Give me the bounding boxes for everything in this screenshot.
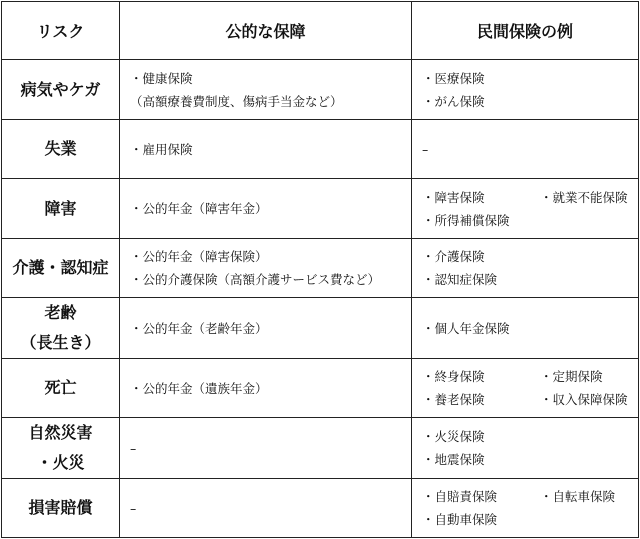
risk-cell bbox=[2, 239, 120, 298]
public-coverage-item: ・公的年金（老齢年金） bbox=[130, 320, 268, 336]
public-coverage-item: ・公的年金（遺族年金） bbox=[130, 380, 268, 396]
table-row bbox=[2, 179, 639, 239]
risk-cell bbox=[2, 179, 120, 239]
table-row bbox=[2, 479, 639, 538]
private-insurance-item: ・介護保険 bbox=[422, 249, 485, 264]
risk-label: （長生き） bbox=[20, 333, 101, 352]
private-insurance-cell bbox=[412, 60, 639, 120]
public-coverage-item: ・健康保険 bbox=[130, 70, 193, 86]
public-coverage-cell bbox=[120, 120, 412, 179]
risk-cell bbox=[2, 60, 120, 120]
private-insurance-item: ・所得補償保険 bbox=[422, 212, 510, 228]
risk-cell bbox=[2, 418, 120, 479]
table-row bbox=[2, 239, 639, 298]
private-insurance-item: ・定期保険 bbox=[540, 369, 603, 384]
header-private: 民間保険の例 bbox=[412, 2, 639, 60]
private-insurance-item: ・自動車保険 bbox=[422, 512, 498, 527]
risk-label: 死亡 bbox=[44, 378, 77, 397]
private-insurance-item: ・養老保険 bbox=[422, 392, 485, 407]
header-risk: リスク bbox=[2, 2, 120, 60]
private-insurance-cell bbox=[412, 479, 639, 538]
risk-cell bbox=[2, 120, 120, 179]
private-insurance-item: ・がん保険 bbox=[422, 93, 485, 109]
risk-label: 障害 bbox=[44, 198, 77, 218]
public-coverage-item: – bbox=[130, 440, 137, 456]
public-coverage-item: ・公的年金（障害保険） bbox=[130, 249, 268, 264]
private-insurance-item: – bbox=[422, 141, 429, 157]
table-row bbox=[2, 359, 639, 418]
private-insurance-item: ・医療保険 bbox=[422, 70, 485, 86]
risk-cell bbox=[2, 479, 120, 538]
private-insurance-item: ・個人年金保険 bbox=[422, 320, 510, 336]
risk-label: 自然災害 bbox=[28, 423, 93, 442]
public-coverage-cell bbox=[120, 479, 412, 538]
table-row bbox=[2, 298, 639, 359]
table-row bbox=[2, 418, 639, 479]
insurance-comparison-table bbox=[1, 1, 639, 538]
private-insurance-item: ・就業不能保険 bbox=[540, 189, 628, 205]
risk-label: 老齢 bbox=[44, 303, 77, 322]
risk-cell bbox=[2, 359, 120, 418]
public-coverage-item: ・雇用保険 bbox=[130, 141, 193, 157]
private-insurance-item: ・終身保険 bbox=[422, 369, 485, 384]
risk-cell bbox=[2, 298, 120, 359]
public-coverage-cell bbox=[120, 298, 412, 359]
private-insurance-cell bbox=[412, 179, 639, 239]
public-coverage-item: （高額療養費制度、傷病手当金など） bbox=[130, 93, 343, 109]
private-insurance-cell bbox=[412, 359, 639, 418]
private-insurance-cell bbox=[412, 298, 639, 359]
public-coverage-cell bbox=[120, 418, 412, 479]
public-coverage-cell bbox=[120, 60, 412, 120]
public-coverage-cell bbox=[120, 239, 412, 298]
private-insurance-item: ・障害保険 bbox=[422, 189, 485, 205]
private-insurance-cell bbox=[412, 239, 639, 298]
public-coverage-cell bbox=[120, 359, 412, 418]
private-insurance-item: ・自賠責保険 bbox=[422, 489, 498, 504]
header-public: 公的な保障 bbox=[120, 2, 412, 60]
public-coverage-item: ・公的年金（障害年金） bbox=[130, 201, 268, 216]
public-coverage-cell bbox=[120, 179, 412, 239]
risk-label: 病気やケガ bbox=[20, 79, 101, 99]
private-insurance-item: ・火災保険 bbox=[422, 429, 485, 444]
table-row bbox=[2, 60, 639, 120]
private-insurance-item: ・地震保険 bbox=[422, 452, 485, 467]
public-coverage-item: – bbox=[130, 500, 137, 516]
risk-label: 失業 bbox=[44, 139, 77, 158]
private-insurance-item: ・認知症保険 bbox=[422, 272, 498, 287]
private-insurance-cell bbox=[412, 418, 639, 479]
risk-label: ・火災 bbox=[36, 453, 85, 472]
private-insurance-item: ・自転車保険 bbox=[540, 489, 616, 504]
risk-label: 介護・認知症 bbox=[12, 258, 109, 277]
public-coverage-item: ・公的介護保険（高額介護サービス費など） bbox=[130, 272, 381, 287]
header-row bbox=[2, 2, 639, 60]
table-row bbox=[2, 120, 639, 179]
private-insurance-item: ・収入保障保険 bbox=[540, 392, 628, 407]
private-insurance-cell bbox=[412, 120, 639, 179]
risk-label: 損害賠償 bbox=[28, 498, 93, 517]
